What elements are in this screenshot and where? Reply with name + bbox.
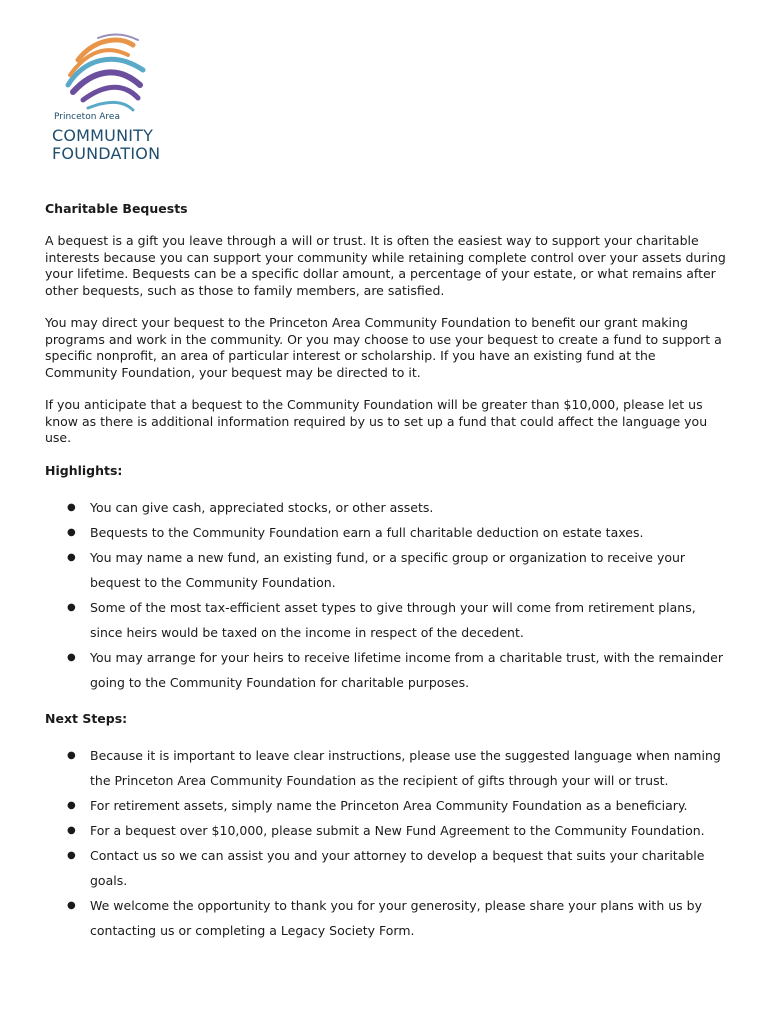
list-item: ● We welcome the opportunity to thank you for your generosity, please share your plans with us by contacting us or completing a Legacy Society Form. <box>45 893 730 943</box>
bullet-icon: ● <box>67 526 76 538</box>
logo-foundation-text: FOUNDATION <box>52 144 161 163</box>
bullet-icon: ● <box>67 651 76 663</box>
paragraph-direct: You may direct your bequest to the Princeton Area Community Foundation to benefit our grant making programs and work in the community. Or you may choose to use your bequest to create a fund to support a specific nonprofit, an area of particular interest or scholarship. If you have an existing fund at the Community Foundation, your bequest may be directed to it. <box>45 315 722 380</box>
highlights-title: Highlights: <box>45 462 123 478</box>
next-steps-title: Next Steps: <box>45 710 128 726</box>
highlights-list <box>45 495 730 695</box>
bullet-icon: ● <box>67 551 76 563</box>
paragraph-intro: A bequest is a gift you leave through a will or trust. It is often the easiest way to support your charitable interests because you can support your community while retaining complete control over your assets during your lifetime. Bequests can be a specific dollar amount, a percentage of your estate, or what remains after other bequests, such as those to family members, are satisfied. <box>45 233 726 298</box>
bullet-icon: ● <box>67 824 76 836</box>
bullet-icon: ● <box>67 749 76 761</box>
list-item: ● You may arrange for your heirs to receive lifetime income from a charitable trust, with the remainder going to the Community Foundation for charitable purposes. <box>45 645 730 695</box>
list-item: ● You may name a new fund, an existing fund, or a specific group or organization to receive your bequest to the Community Foundation. <box>45 545 730 595</box>
list-item: ● Some of the most tax-efficient asset types to give through your will come from retirement plans, since heirs would be taxed on the income in respect of the decedent. <box>45 595 730 645</box>
paragraph-anticipate: If you anticipate that a bequest to the Community Foundation will be greater than $10,000, please let us know as there is additional information required by us to set up a fund that could affect the language you use. <box>45 397 708 445</box>
document-body <box>45 201 730 959</box>
logo-small-text: Princeton Area <box>54 112 120 122</box>
bullet-icon: ● <box>67 799 76 811</box>
logo-community-text: COMMUNITY <box>52 126 154 145</box>
list-item: ● Bequests to the Community Foundation earn a full charitable deduction on estate taxes. <box>45 520 730 545</box>
bullet-icon: ● <box>67 849 76 861</box>
logo-swirl-icon <box>58 30 158 115</box>
list-item: ● Because it is important to leave clear instructions, please use the suggested language when naming the Princeton Area Community Foundation as the recipient of gifts through your will or trust. <box>45 743 730 793</box>
bullet-icon: ● <box>67 899 76 911</box>
next-steps-list <box>45 743 730 943</box>
list-item: ● You can give cash, appreciated stocks, or other assets. <box>45 495 730 520</box>
list-item: ● Contact us so we can assist you and your attorney to develop a bequest that suits your charitable goals. <box>45 843 730 893</box>
bullet-icon: ● <box>67 501 76 513</box>
list-item: ● For a bequest over $10,000, please submit a New Fund Agreement to the Community Foundation. <box>45 818 730 843</box>
logo <box>50 30 165 165</box>
list-item: ● For retirement assets, simply name the Princeton Area Community Foundation as a beneficiary. <box>45 793 730 818</box>
bullet-icon: ● <box>67 601 76 613</box>
document-title: Charitable Bequests <box>45 201 188 216</box>
